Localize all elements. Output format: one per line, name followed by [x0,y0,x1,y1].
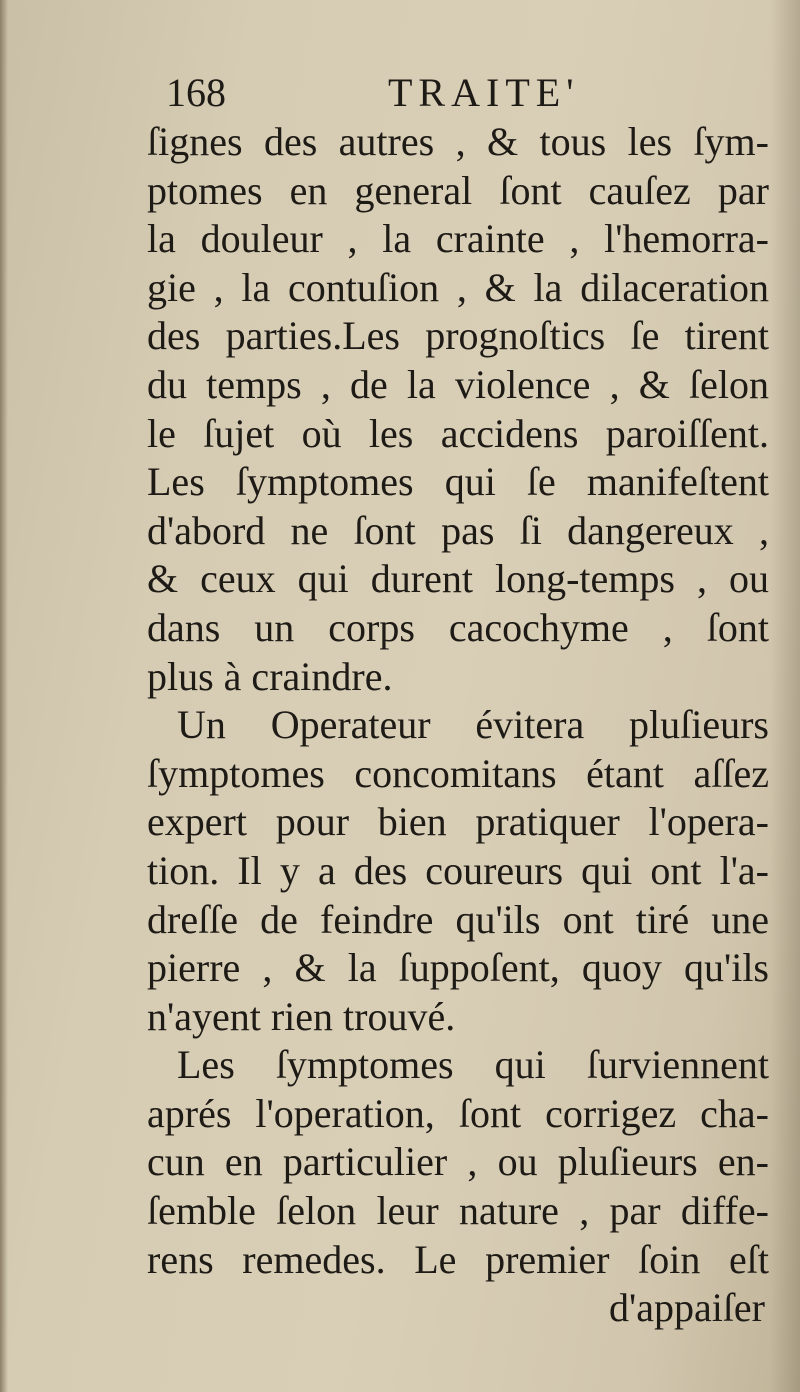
text-line: des parties.Les prognoſtics ſe tirent [147,313,769,359]
text-line: dans un corps cacochyme , ſont [147,604,769,650]
text-line: rens remedes. Le premier ſoin eſt [147,1236,769,1282]
text-line: dreſſe de feindre qu'ils ont tiré une [147,896,769,942]
text-line: gie , la contuſion , & la dilaceration [147,264,769,310]
body-text [147,118,769,1333]
running-head [166,68,766,118]
text-line: la douleur , la crainte , l'hemorra- [147,216,769,262]
text-line: Les ſymptomes qui ſe manifeſtent [147,459,769,505]
text-line: ſymptomes concomitans étant aſſez [147,750,769,796]
text-line: d'abord ne ſont pas ſi dangereux , [147,507,769,553]
text-line: & ceux qui durent long-temps , ou [147,556,769,602]
text-line: ſemble ſelon leur nature , par diffe- [147,1188,769,1234]
text-line: aprés l'operation, ſont corrigez cha- [147,1090,769,1136]
text-line: cun en particulier , ou pluſieurs en- [147,1139,769,1185]
text-line: du temps , de la violence , & ſelon [147,361,769,407]
catchword: d'appaiſer [608,1285,765,1331]
text-line: ptomes en general ſont cauſez par [147,167,769,213]
text-line: le ſujet où les accidens paroiſſent. [147,410,769,456]
paragraph-start-line: Les ſymptomes qui ſurviennent [177,1042,769,1088]
text-line: ſignes des autres , & tous les ſym- [147,119,769,164]
text-line: pierre , & la ſuppoſent, quoy qu'ils [147,945,769,991]
text-line: plus à craindre. [147,653,393,699]
running-title: TRAITE' [388,70,580,115]
page-number: 168 [166,70,226,115]
paragraph-start-line: Un Operateur évitera pluſieurs [177,702,769,748]
text-line: n'ayent rien trouvé. [147,993,456,1039]
text-line: tion. Il y a des coureurs qui ont l'a- [147,847,769,893]
text-line: expert pour bien pratiquer l'opera- [147,799,769,845]
